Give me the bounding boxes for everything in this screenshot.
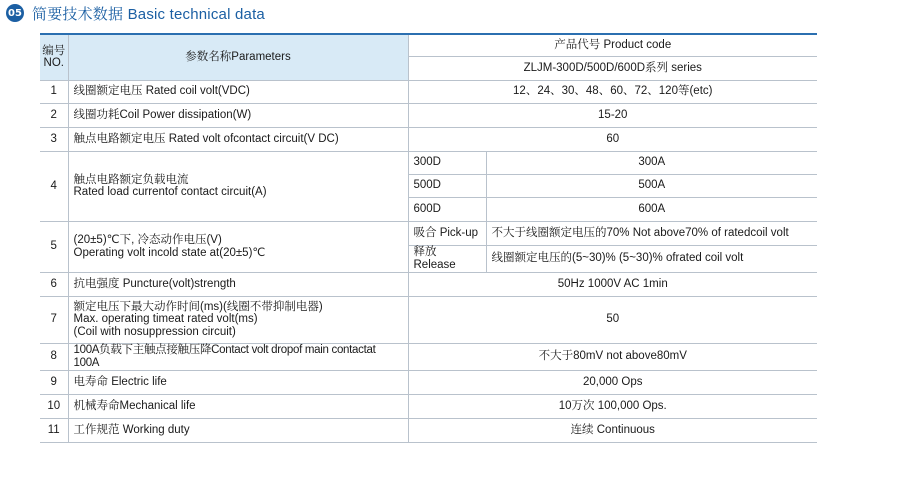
table-row xyxy=(40,418,817,442)
row-number: 3 xyxy=(40,127,68,151)
row-sub-model: 500D xyxy=(408,174,486,197)
table-row xyxy=(40,127,817,151)
row-parameter: 100A负载下主触点接触压降Contact volt dropof main contactat 100A xyxy=(68,343,408,370)
row-value: 15-20 xyxy=(408,103,817,127)
row-number: 7 xyxy=(40,296,68,343)
row-value: 连续 Continuous xyxy=(408,418,817,442)
row-parameter: (20±5)℃下, 冷态动作电压(V) Operating volt incold state at(20±5)℃ xyxy=(68,221,408,272)
row-sub-value: 500A xyxy=(486,174,817,197)
row-parameter: 线圈功耗Coil Power dissipation(W) xyxy=(68,103,408,127)
row-parameter: 额定电压下最大动作时间(ms)(线圈不带抑制电器) Max. operating timeat rated volt(ms) (Coil with nosuppression circuit) xyxy=(68,296,408,343)
row-parameter: 抗电强度 Puncture(volt)strength xyxy=(68,272,408,296)
table-row xyxy=(40,394,817,418)
row-parameter: 电寿命 Electric life xyxy=(68,370,408,394)
table-row xyxy=(40,272,817,296)
col-header-product-code: 产品代号 Product code xyxy=(408,34,817,56)
row-value: 不大于80mV not above80mV xyxy=(408,343,817,370)
row-number: 11 xyxy=(40,418,68,442)
technical-data-table xyxy=(40,33,817,443)
row-parameter: 线圈额定电压 Rated coil volt(VDC) xyxy=(68,80,408,103)
table-header-row xyxy=(40,34,817,56)
table-row xyxy=(40,103,817,127)
section-title: 简要技术数据 Basic technical data xyxy=(32,5,265,23)
row-sub-value: 不大于线圈额定电压的70% Not above70% of ratedcoil volt xyxy=(486,221,817,245)
row-number: 2 xyxy=(40,103,68,127)
row-parameter: 机械寿命Mechanical life xyxy=(68,394,408,418)
row-sub-model: 600D xyxy=(408,197,486,221)
row-value: 50 xyxy=(408,296,817,343)
table-row xyxy=(40,370,817,394)
col-header-series: ZLJM-300D/500D/600D系列 series xyxy=(408,56,817,80)
row-parameter: 触点电路额定负载电流 Rated load currentof contact circuit(A) xyxy=(68,151,408,221)
col-header-no: 编号 NO. xyxy=(40,34,68,80)
row-sub-label: 释放 Release xyxy=(408,245,486,272)
table-row xyxy=(40,343,817,370)
row-sub-model: 300D xyxy=(408,151,486,174)
row-number: 4 xyxy=(40,151,68,221)
row-number: 9 xyxy=(40,370,68,394)
col-header-parameters: 参数名称Parameters xyxy=(68,34,408,80)
table-row xyxy=(40,151,817,174)
row-value: 20,000 Ops xyxy=(408,370,817,394)
row-number: 8 xyxy=(40,343,68,370)
row-sub-value: 线圈额定电压的(5~30)% (5~30)% ofrated coil volt xyxy=(486,245,817,272)
row-value: 50Hz 1000V AC 1min xyxy=(408,272,817,296)
table-row xyxy=(40,221,817,245)
table-row xyxy=(40,80,817,103)
row-number: 5 xyxy=(40,221,68,272)
row-number: 1 xyxy=(40,80,68,103)
row-value: 60 xyxy=(408,127,817,151)
row-sub-label: 吸合 Pick-up xyxy=(408,221,486,245)
table-row xyxy=(40,296,817,343)
row-number: 10 xyxy=(40,394,68,418)
row-parameter: 工作规范 Working duty xyxy=(68,418,408,442)
section-header xyxy=(6,2,265,24)
row-sub-value: 300A xyxy=(486,151,817,174)
row-number: 6 xyxy=(40,272,68,296)
row-value: 10万次 100,000 Ops. xyxy=(408,394,817,418)
section-number-badge: 05 xyxy=(6,4,24,22)
row-value: 12、24、30、48、60、72、120等(etc) xyxy=(408,80,817,103)
row-parameter: 触点电路额定电压 Rated volt ofcontact circuit(V DC) xyxy=(68,127,408,151)
row-sub-value: 600A xyxy=(486,197,817,221)
